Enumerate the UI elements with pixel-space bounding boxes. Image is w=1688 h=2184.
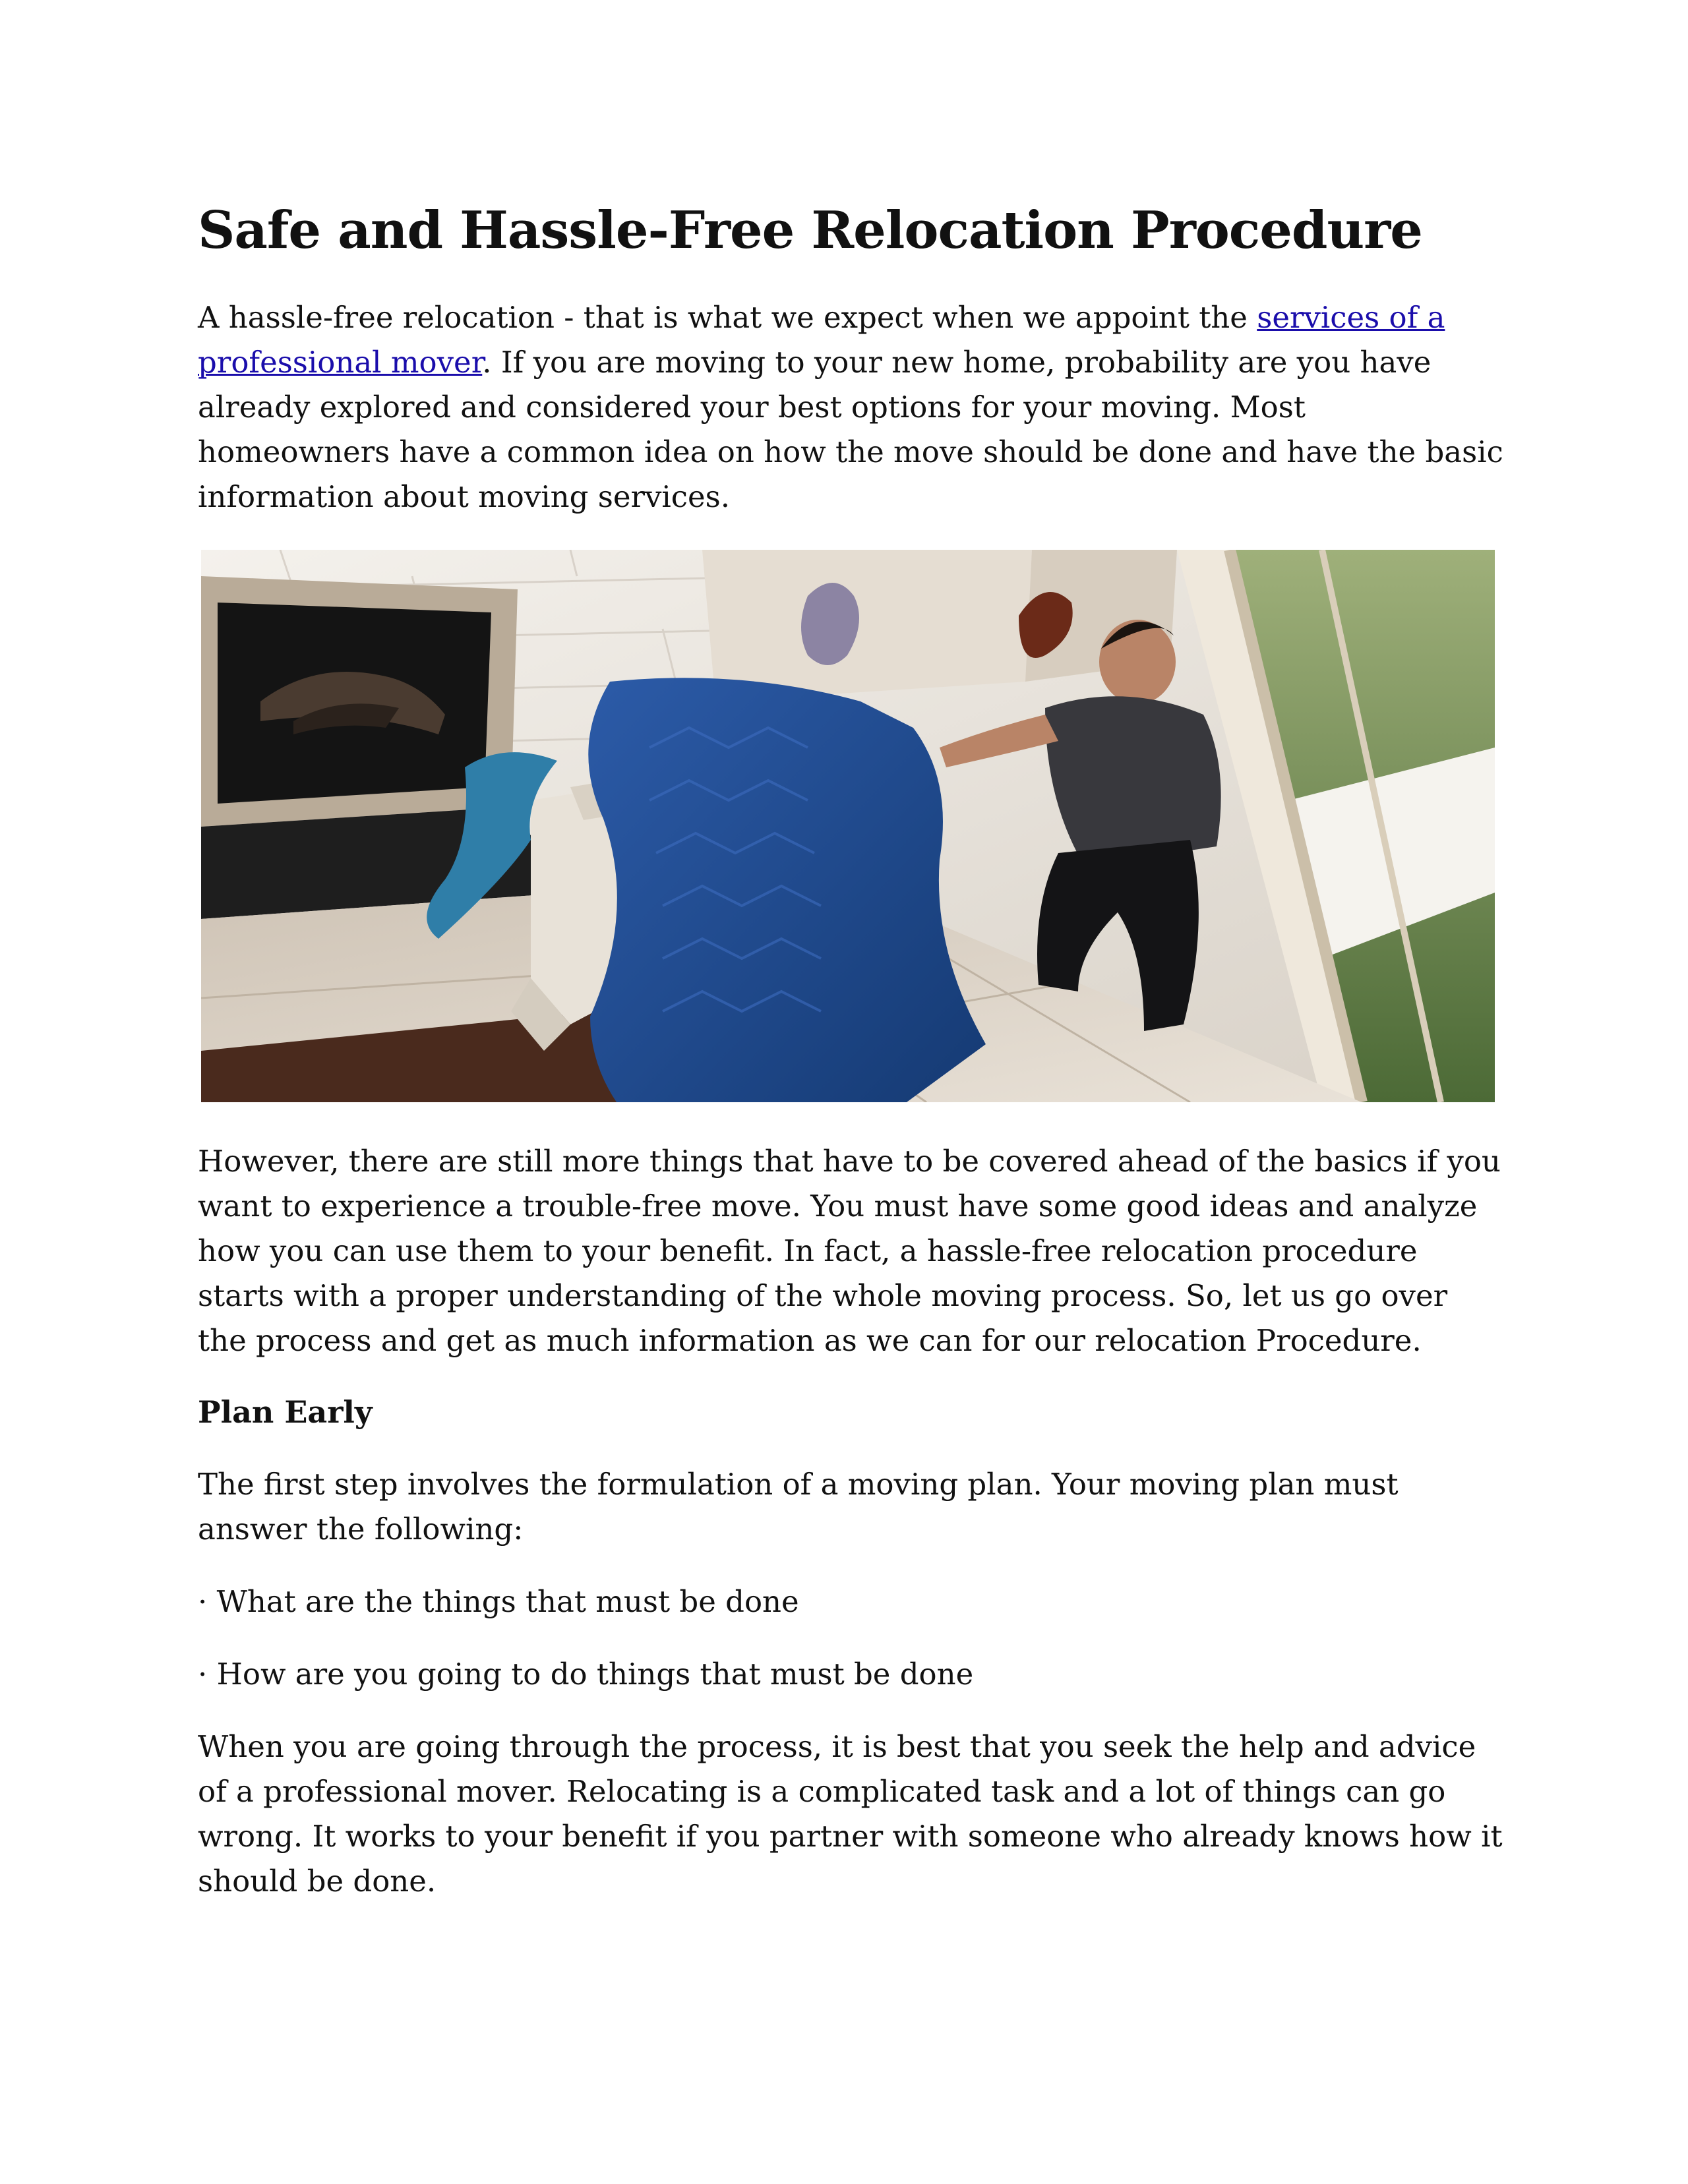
document-page xyxy=(198,198,1503,1904)
paragraph-4: When you are going through the process, it is best that you seek the help and advice of a professional mover. Relocating is a complicated task and a lot of things can go wrong. It works to your benefit if you partner with someone who already knows how it should be done. xyxy=(198,1729,1503,1899)
professional-mover-link[interactable]: services of a professional mover xyxy=(198,300,1445,380)
section-heading-plan-early: Plan Early xyxy=(198,1394,373,1430)
paragraph-3: The first step involves the formulation of a moving plan. Your moving plan must answer the following: xyxy=(198,1467,1399,1547)
intro-paragraph xyxy=(198,295,1503,519)
page-title: Safe and Hassle-Free Relocation Procedure xyxy=(198,200,1422,260)
paragraph-2: However, there are still more things that have to be covered ahead of the basics if you want to experience a trouble-free move. You must have some good ideas and analyze how you can use them to your benefit. In fact, a hassle-free relocation procedure starts with a proper understanding of the whole moving process. So, let us go over the process and get as much information as we can for our relocation Procedure. xyxy=(198,1144,1501,1358)
bullet-item: · How are you going to do things that must be done xyxy=(198,1657,974,1692)
bullet-item: · What are the things that must be done xyxy=(198,1584,799,1619)
moving-photo xyxy=(201,550,1495,1102)
intro-text-before-link: A hassle-free relocation - that is what we expect when we appoint the xyxy=(198,300,1257,335)
intro-text-after-link: . If you are moving to your new home, probability are you have already explored and considered your best options for your moving. Most homeowners have a common idea on how the move should be done and have the basic information about moving services. xyxy=(198,345,1503,514)
